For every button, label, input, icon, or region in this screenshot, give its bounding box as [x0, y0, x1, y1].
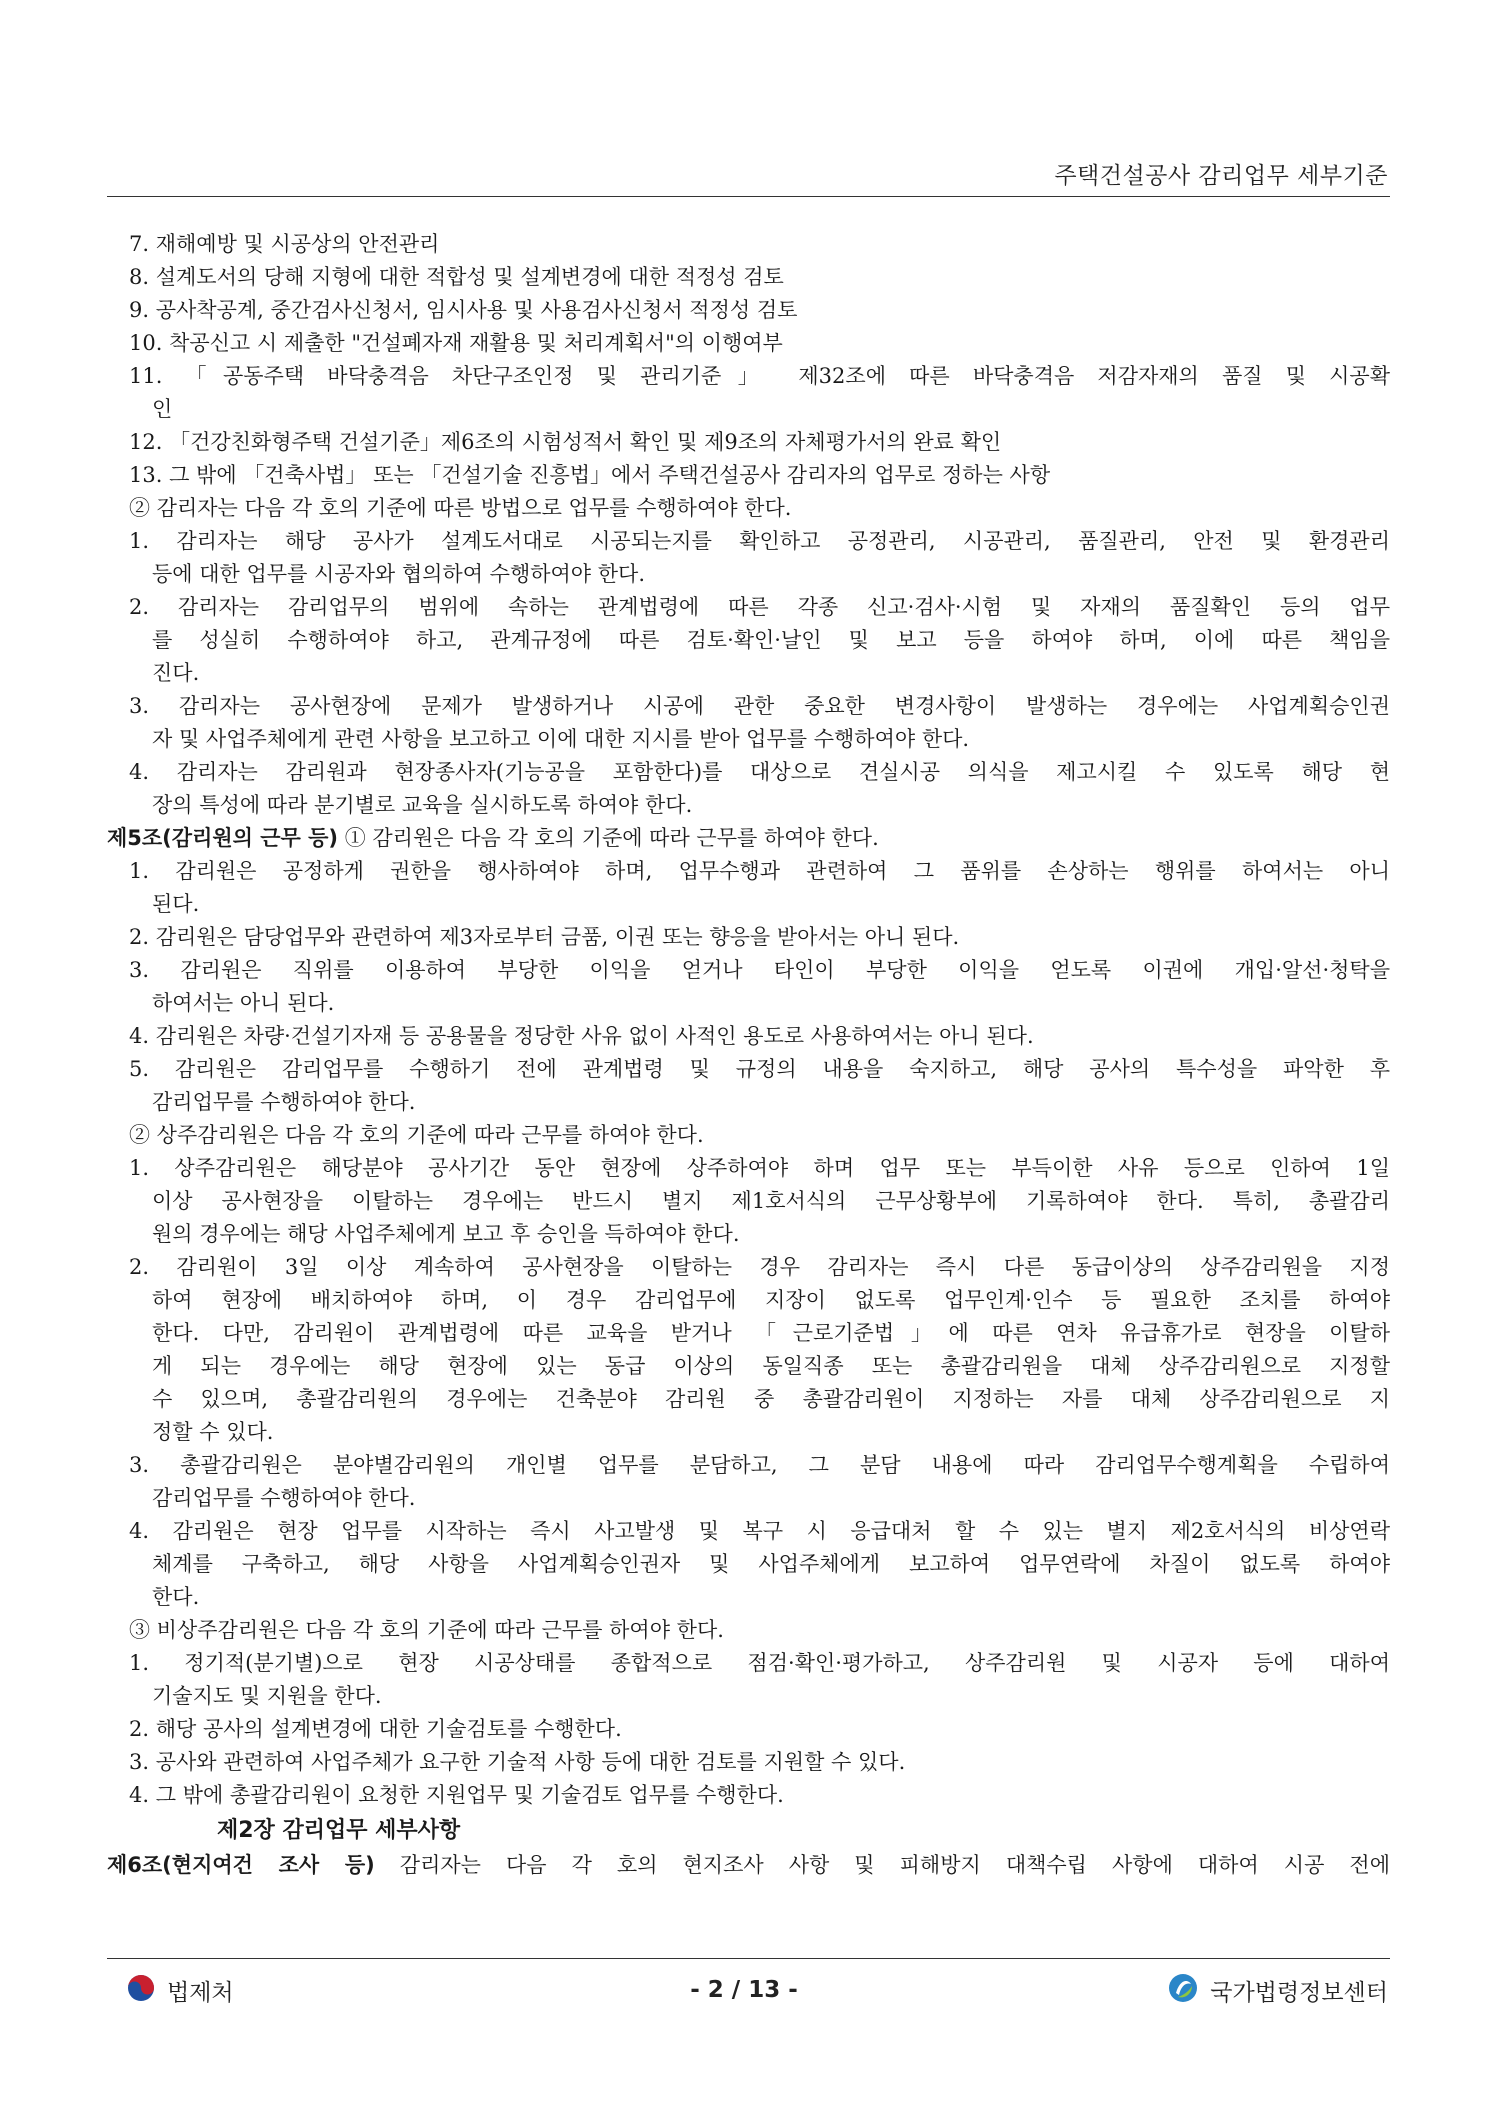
text-line: 수 있으며, 총괄감리원의 경우에는 건축분야 감리원 중 총괄감리원이 지정하는 자를 대체 상주감리원으로 지 — [152, 1387, 1390, 1411]
text-line: 1. 정기적(분기별)으로 현장 시공상태를 종합적으로 점검·확인·평가하고, 상주감리원 및 시공자 등에 대하여 — [129, 1651, 1390, 1675]
text-line: 를 성실히 수행하여야 하고, 관계규정에 따른 검토·확인·날인 및 보고 등을 하여야 하며, 이에 따른 책임을 — [152, 628, 1390, 652]
text-line: 인 — [152, 397, 173, 421]
article-6-line — [107, 1849, 1390, 1882]
text-line: 1. 상주감리원은 해당분야 공사기간 동안 현장에 상주하여야 하며 업무 또는 부득이한 사유 등으로 인하여 1일 — [129, 1156, 1390, 1180]
text-line: 3. 공사와 관련하여 사업주체가 요구한 기술적 사항 등에 대한 검토를 지원할 수 있다. — [129, 1750, 906, 1774]
footer-right-label: 국가법령정보센터 — [1210, 1979, 1388, 2006]
document-body — [107, 228, 1390, 1928]
text-line: 체계를 구축하고, 해당 사항을 사업계획승인권자 및 사업주체에게 보고하여 업무연락에 차질이 없도록 하여야 — [152, 1552, 1390, 1576]
text-line: 11. 「공동주택 바닥충격음 차단구조인정 및 관리기준」 제32조에 따른 바닥충격음 저감자재의 품질 및 시공확 — [129, 364, 1390, 388]
article-5-line — [107, 822, 1390, 855]
text-line: 1. 감리자는 해당 공사가 설계도서대로 시공되는지를 확인하고 공정관리, 시공관리, 품질관리, 안전 및 환경관리 — [129, 529, 1390, 553]
text-line: 감리업무를 수행하여야 한다. — [152, 1090, 416, 1114]
text-line: 4. 감리자는 감리원과 현장종사자(기능공을 포함한다)를 대상으로 견실시공 의식을 제고시킬 수 있도록 해당 현 — [129, 760, 1390, 784]
text-line: 2. 감리원이 3일 이상 계속하여 공사현장을 이탈하는 경우 감리자는 즉시 다른 동급이상의 상주감리원을 지정 — [129, 1255, 1390, 1279]
header-divider — [107, 196, 1390, 197]
text-line: 4. 그 밖에 총괄감리원이 요청한 지원업무 및 기술검토 업무를 수행한다. — [129, 1783, 784, 1807]
text-line: 5. 감리원은 감리업무를 수행하기 전에 관계법령 및 규정의 내용을 숙지하고, 해당 공사의 특수성을 파악한 후 — [129, 1057, 1390, 1081]
text-line: 이상 공사현장을 이탈하는 경우에는 반드시 별지 제1호서식의 근무상황부에 기록하여야 한다. 특히, 총괄감리 — [152, 1189, 1390, 1213]
text-line: 3. 감리자는 공사현장에 문제가 발생하거나 시공에 관한 중요한 변경사항이 발생하는 경우에는 사업계획승인권 — [129, 694, 1390, 718]
page-indicator: - 2 / 13 - — [690, 1977, 798, 2003]
paragraph-2: ② 상주감리원은 다음 각 호의 기준에 따라 근무를 하여야 한다. — [129, 1123, 704, 1147]
text-line: 2. 감리원은 담당업무와 관련하여 제3자로부터 금품, 이권 또는 향응을 받아서는 아니 된다. — [129, 925, 960, 949]
text-line: 진다. — [152, 661, 200, 685]
law-info-center-logo-icon — [1168, 1973, 1198, 2007]
text-line: 4. 감리원은 현장 업무를 시작하는 즉시 사고발생 및 복구 시 응급대처 할 수 있는 별지 제2호서식의 비상연락 — [129, 1519, 1390, 1543]
header-title: 주택건설공사 감리업무 세부기준 — [1054, 163, 1388, 189]
text-line: 2. 감리자는 감리업무의 범위에 속하는 관계법령에 따른 각종 신고·검사·시험 및 자재의 품질확인 등의 업무 — [129, 595, 1390, 619]
text-line: 13. 그 밖에 「건축사법」 또는 「건설기술 진흥법」에서 주택건설공사 감리자의 업무로 정하는 사항 — [129, 463, 1051, 487]
paragraph-2: ② 감리자는 다음 각 호의 기준에 따른 방법으로 업무를 수행하여야 한다. — [129, 496, 792, 520]
article-6-text: 감리자는 다음 각 호의 현지조사 사항 및 피해방지 대책수립 사항에 대하여 시공 전에 — [399, 1853, 1390, 1877]
paragraph-3: ③ 비상주감리원은 다음 각 호의 기준에 따라 근무를 하여야 한다. — [129, 1618, 724, 1642]
text-line: 감리업무를 수행하여야 한다. — [152, 1486, 416, 1510]
text-line: 9. 공사착공계, 중간검사신청서, 임시사용 및 사용검사신청서 적정성 검토 — [129, 298, 798, 322]
text-line: 7. 재해예방 및 시공상의 안전관리 — [129, 232, 440, 256]
text-line: 한다. 다만, 감리원이 관계법령에 따른 교육을 받거나 「근로기준법」에 따른 연차 유급휴가로 현장을 이탈하 — [152, 1321, 1390, 1345]
text-line: 3. 총괄감리원은 분야별감리원의 개인별 업무를 분담하고, 그 분담 내용에 따라 감리업무수행계획을 수립하여 — [129, 1453, 1390, 1477]
text-line: 12. 「건강친화형주택 건설기준」제6조의 시험성적서 확인 및 제9조의 자체평가서의 완료 확인 — [129, 430, 1002, 454]
text-line: 원의 경우에는 해당 사업주체에게 보고 후 승인을 득하여야 한다. — [152, 1222, 740, 1246]
article-5-paragraph-1: ① 감리원은 다음 각 호의 기준에 따라 근무를 하여야 한다. — [344, 826, 879, 850]
article-6-heading: 제6조(현지여건 조사 등) — [107, 1853, 375, 1877]
text-line: 2. 해당 공사의 설계변경에 대한 기술검토를 수행한다. — [129, 1717, 622, 1741]
chapter-heading: 제2장 감리업무 세부사항 — [217, 1818, 461, 1843]
text-line: 자 및 사업주체에게 관련 사항을 보고하고 이에 대한 지시를 받아 업무를 수행하여야 한다. — [152, 727, 970, 751]
footer-left-label: 법제처 — [167, 1979, 234, 2006]
text-line: 게 되는 경우에는 해당 현장에 있는 동급 이상의 동일직종 또는 총괄감리원을 대체 상주감리원으로 지정할 — [152, 1354, 1390, 1378]
text-line: 정할 수 있다. — [152, 1420, 274, 1444]
text-line: 장의 특성에 따라 분기별로 교육을 실시하도록 하여야 한다. — [152, 793, 693, 817]
text-line: 10. 착공신고 시 제출한 "건설폐자재 재활용 및 처리계획서"의 이행여부 — [129, 331, 783, 355]
text-line: 기술지도 및 지원을 한다. — [152, 1684, 382, 1708]
article-5-heading: 제5조(감리원의 근무 등) — [107, 826, 339, 850]
text-line: 된다. — [152, 892, 200, 916]
footer-right — [1168, 1972, 1388, 2008]
text-line: 하여서는 아니 된다. — [152, 991, 335, 1015]
footer-divider — [107, 1958, 1390, 1959]
text-line: 등에 대한 업무를 시공자와 협의하여 수행하여야 한다. — [152, 562, 646, 586]
text-line: 4. 감리원은 차량·건설기자재 등 공용물을 정당한 사유 없이 사적인 용도로 사용하여서는 아니 된다. — [129, 1024, 1034, 1048]
text-line: 8. 설계도서의 당해 지형에 대한 적합성 및 설계변경에 대한 적정성 검토 — [129, 265, 784, 289]
text-line: 하여 현장에 배치하여야 하며, 이 경우 감리업무에 지장이 없도록 업무인계·인수 등 필요한 조치를 하여야 — [152, 1288, 1390, 1312]
text-line: 3. 감리원은 직위를 이용하여 부당한 이익을 얻거나 타인이 부당한 이익을 얻도록 이권에 개입·알선·청탁을 — [129, 958, 1390, 982]
text-line: 한다. — [152, 1585, 200, 1609]
text-line: 1. 감리원은 공정하게 권한을 행사하여야 하며, 업무수행과 관련하여 그 품위를 손상하는 행위를 하여서는 아니 — [129, 859, 1390, 883]
